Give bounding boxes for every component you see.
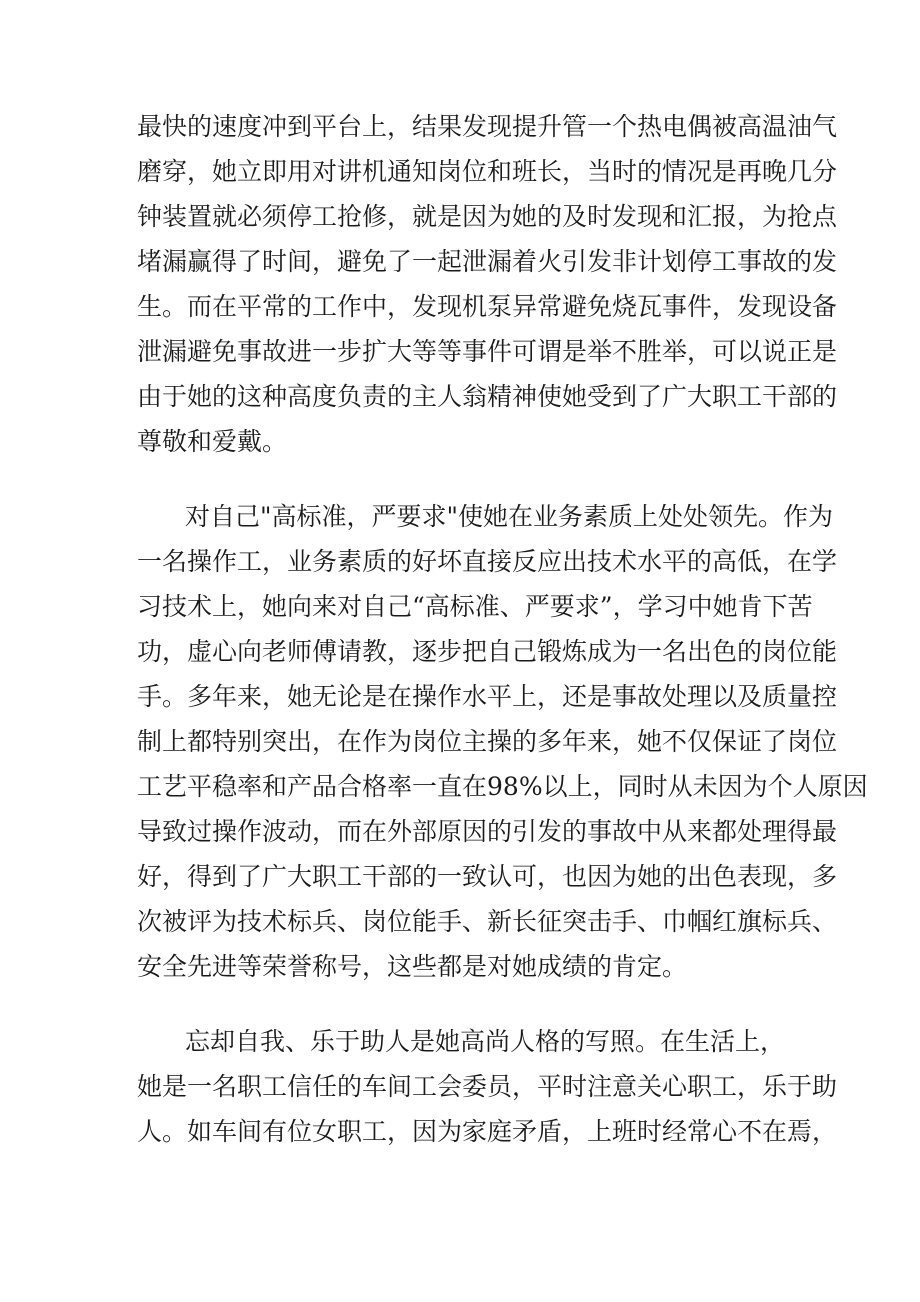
paragraph-line: 导致过操作波动，而在外部原因的引发的事故中从来都处理得最 [137, 817, 838, 846]
paragraph-line: 对自己"高标准，严要求"使她在业务素质上处处领先。作为 [185, 502, 834, 531]
paragraph-line: 制上都特别突出，在作为岗位主操的多年来，她不仅保证了岗位 [137, 727, 838, 756]
paragraph-line: 她是一名职工信任的车间工会委员，平时注意关心职工，乐于助 [137, 1072, 838, 1101]
paragraph-line: 人。如车间有位女职工，因为家庭矛盾，上班时经常心不在焉， [137, 1117, 838, 1146]
paragraph-line: 工艺平稳率和产品合格率一直在98%以上，同时从未因为个人原因 [137, 772, 868, 801]
paragraph-line: 习技术上，她向来对自己“高标准、严要求”，学习中她肯下苦 [137, 592, 813, 621]
paragraph-line: 尊敬和爱戴。 [137, 427, 288, 456]
paragraph-line: 忘却自我、乐于助人是她高尚人格的写照。在生活上， [185, 1027, 786, 1056]
paragraph-line: 一名操作工，业务素质的好坏直接反应出技术水平的高低，在学 [137, 547, 838, 576]
paragraph-line: 最快的速度冲到平台上，结果发现提升管一个热电偶被高温油气 [137, 112, 838, 141]
paragraph-line: 由于她的这种高度负责的主人翁精神使她受到了广大职工干部的 [137, 382, 838, 411]
paragraph-line: 磨穿，她立即用对讲机通知岗位和班长，当时的情况是再晚几分 [137, 157, 838, 186]
paragraph-line: 手。多年来，她无论是在操作水平上，还是事故处理以及质量控 [137, 682, 838, 711]
paragraph-line: 泄漏避免事故进一步扩大等等事件可谓是举不胜举，可以说正是 [137, 337, 838, 366]
paragraph-line: 功，虚心向老师傅请教，逐步把自己锻炼成为一名出色的岗位能 [137, 637, 838, 666]
paragraph-line: 安全先进等荣誉称号，这些都是对她成绩的肯定。 [137, 952, 688, 981]
paragraph-line: 次被评为技术标兵、岗位能手、新长征突击手、巾帼红旗标兵、 [137, 907, 838, 936]
paragraph-line: 好，得到了广大职工干部的一致认可，也因为她的出色表现，多 [137, 862, 838, 891]
paragraph-line: 钟装置就必须停工抢修，就是因为她的及时发现和汇报，为抢点 [137, 202, 838, 231]
paragraph-line: 生。而在平常的工作中，发现机泵异常避免烧瓦事件，发现设备 [137, 292, 838, 321]
paragraph-line: 堵漏赢得了时间，避免了一起泄漏着火引发非计划停工事故的发 [137, 247, 838, 276]
